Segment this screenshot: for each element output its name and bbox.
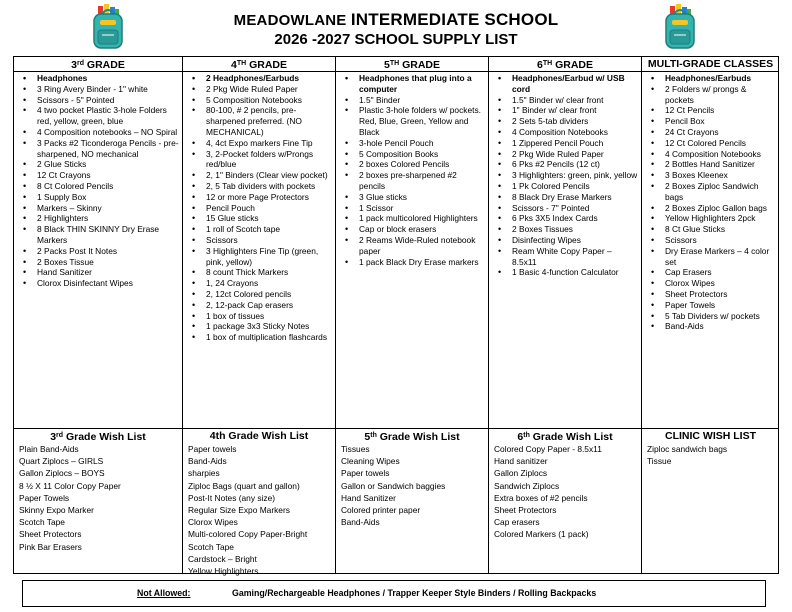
not-allowed-label: Not Allowed: — [137, 588, 191, 598]
heading-text: GRADE — [399, 59, 441, 71]
wish-heading-text: Grade Wish List — [63, 431, 146, 443]
wish-heading-ordinal: th — [523, 432, 530, 439]
supply-item: • Scissors — [649, 235, 776, 246]
wish-list — [642, 443, 779, 467]
wish-item: Colored Copy Paper - 8.5x11 — [494, 444, 602, 454]
supply-item: • Clorox Disinfectant Wipes — [21, 278, 179, 289]
column-heading — [489, 57, 641, 72]
wish-item: Plain Band-Aids — [19, 444, 79, 454]
heading-text: 5 — [383, 59, 390, 71]
supply-item: • Yellow Highlighters 2pck — [649, 213, 776, 224]
wish-item: Cardstock – Bright — [188, 553, 257, 564]
wish-item: Ziploc sandwich bags — [647, 444, 728, 454]
supply-item: • Pencil Pouch — [190, 203, 332, 214]
supply-item: • 2 Boxes Tissues — [496, 224, 638, 235]
heading-text: 3 — [71, 59, 77, 71]
supply-item: • 4, 4ct Expo markers Fine Tip — [190, 138, 332, 149]
supply-item: • 2 Sets 5-tab dividers — [496, 116, 638, 127]
supply-item: • 2, 1" Binders (Clear view pocket) — [190, 170, 332, 181]
supply-item: • 5 Composition Notebooks — [190, 95, 332, 106]
supply-item: • 8 Ct Colored Pencils — [21, 181, 179, 192]
heading-text: GRADE — [84, 59, 125, 71]
supply-item: • 12 Ct Crayons — [21, 170, 179, 181]
grade-3-column — [14, 57, 183, 573]
school-name — [0, 10, 792, 30]
supply-item: • 2 Pkg Wide Ruled Paper — [190, 84, 332, 95]
wish-item: Tissues — [341, 444, 370, 454]
supply-grid — [13, 56, 779, 577]
grade-4-column — [183, 57, 336, 577]
wish-item: Cleaning Wipes — [341, 456, 400, 467]
wish-heading-text: 4th Grade Wish List — [209, 430, 309, 442]
wish-item: Scotch Tape — [188, 541, 234, 552]
supply-item: • 2 Boxes Ziploc Sandwich bags — [649, 181, 776, 203]
wish-heading-text: CLINIC WISH LIST — [665, 430, 756, 442]
wish-heading-text: Grade Wish List — [376, 431, 460, 443]
wish-heading-text: 5 — [364, 431, 371, 443]
supply-item: • 6 Pks #2 Pencils (12 ct) — [496, 159, 638, 170]
supply-item: • Headphones/Earbud w/ USB cord — [496, 73, 638, 95]
supply-item: • 2 boxes Colored Pencils — [343, 159, 485, 170]
wish-item: Extra boxes of #2 pencils — [494, 492, 588, 503]
supply-item: • 2 Packs Post It Notes — [21, 246, 179, 257]
wish-item: Colored Markers (1 pack) — [494, 529, 589, 540]
wish-item: Tissue — [647, 456, 672, 467]
wish-item: 8 ½ X 11 Color Copy Paper — [19, 480, 121, 491]
wish-item: Sheet Protectors — [494, 505, 557, 516]
supply-item: • 2 Boxes Tissue — [21, 257, 179, 268]
wish-list-heading — [642, 429, 779, 443]
supply-item: • 24 Ct Crayons — [649, 127, 776, 138]
supply-list — [336, 72, 488, 429]
supply-item: • Paper Towels — [649, 300, 776, 311]
supply-item: • 6 Pks 3X5 Index Cards — [496, 213, 638, 224]
wish-item: Gallon or Sandwich baggies — [341, 480, 446, 491]
heading-ordinal: TH — [236, 60, 247, 67]
heading-ordinal: TH — [389, 60, 400, 67]
supply-item: • 2 Boxes Ziploc Gallon bags — [649, 203, 776, 214]
supply-item: • 2 Glue Sticks — [21, 159, 179, 170]
supply-item: • Dry Erase Markers – 4 color set — [649, 246, 776, 268]
supply-list — [183, 72, 335, 429]
supply-item: • 8 Ct Glue Sticks — [649, 224, 776, 235]
supply-item: • Pencil Box — [649, 116, 776, 127]
supply-item: • 5 Tab Dividers w/ pockets — [649, 311, 776, 322]
wish-item: Clorox Wipes — [188, 517, 238, 528]
wish-list-heading — [14, 429, 182, 443]
supply-item: • 12 or more Page Protectors — [190, 192, 332, 203]
supply-item: • 2 Reams Wide-Ruled notebook paper — [343, 235, 485, 257]
supply-item: • Clorox Wipes — [649, 278, 776, 289]
wish-item: Sandwich Ziplocs — [494, 480, 560, 491]
supply-item: • 1 package 3x3 Sticky Notes — [190, 321, 332, 332]
supply-item: • 2 Pkg Wide Ruled Paper — [496, 149, 638, 160]
supply-item: • 4 Composition Notebooks — [496, 127, 638, 138]
supply-item: • 1.5" Binder — [343, 95, 485, 106]
wish-item: Paper Towels — [19, 492, 70, 503]
supply-item: • 2 Highlighters — [21, 213, 179, 224]
supply-item: • 1 pack multicolored Highlighters — [343, 213, 485, 224]
supply-item: • Markers – Skinny — [21, 203, 179, 214]
supply-item: • 4 Composition notebooks – NO Spiral — [21, 127, 179, 138]
wish-heading-text: 3 — [50, 431, 57, 443]
wish-item: Paper towels — [341, 468, 390, 479]
supply-item: • 8 Black Dry Erase Markers — [496, 192, 638, 203]
supply-item: • 1 Zippered Pencil Pouch — [496, 138, 638, 149]
wish-item: Post-It Notes (any size) — [188, 492, 276, 503]
grade-6-column — [489, 57, 642, 573]
supply-item: • 15 Glue sticks — [190, 213, 332, 224]
heading-text: GRADE — [246, 59, 288, 71]
wish-item: Band-Aids — [188, 456, 227, 467]
wish-item: Hand sanitizer — [494, 456, 548, 467]
supply-item: • 2 Bottles Hand Sanitizer — [649, 159, 776, 170]
supply-item: • Scissors — [190, 235, 332, 246]
supply-item: • 2 Headphones/Earbuds — [190, 73, 332, 84]
wish-list-heading — [489, 429, 641, 443]
supply-item: • 80-100, # 2 pencils, pre-sharpened preferred. (NO MECHANICAL) — [190, 105, 332, 137]
supply-item: • 8 count Thick Markers — [190, 267, 332, 278]
wish-item: Colored printer paper — [341, 505, 421, 516]
supply-item: • 8 Black THIN SKINNY Dry Erase Markers — [21, 224, 179, 246]
supply-item: • 3 Highlighters: green, pink, yellow — [496, 170, 638, 181]
wish-item: Paper towels — [188, 444, 237, 454]
supply-item: • 3-hole Pencil Pouch — [343, 138, 485, 149]
wish-heading-text: 6 — [517, 431, 524, 443]
page-header — [0, 0, 792, 56]
supply-item: • Sheet Protectors — [649, 289, 776, 300]
supply-item: • Plastic 3-hole folders w/ pockets. Red, Blue, Green, Yellow and Black — [343, 105, 485, 137]
wish-item: Skinny Expo Marker — [19, 505, 94, 516]
heading-text: 6 — [536, 59, 543, 71]
column-heading — [183, 57, 335, 72]
supply-item: • Headphones/Earbuds — [649, 73, 776, 84]
supply-item: • 2, 12ct Colored pencils — [190, 289, 332, 300]
supply-item: • 1 pack Black Dry Erase markers — [343, 257, 485, 268]
supply-item: • Headphones — [21, 73, 179, 84]
wish-list — [336, 443, 488, 528]
wish-item: sharpies — [188, 468, 220, 479]
wish-item: Cap erasers — [494, 517, 540, 528]
supply-item: • 3, 2-Pocket folders w/Prongs red/blue — [190, 149, 332, 171]
supply-list — [14, 72, 182, 429]
wish-heading-ordinal: rd — [56, 432, 64, 439]
supply-item: • 3 Packs #2 Ticonderoga Pencils - pre-sharpened, NO mechanical — [21, 138, 179, 160]
supply-item: • Hand Sanitizer — [21, 267, 179, 278]
supply-item: • 2 boxes pre-sharpened #2 pencils — [343, 170, 485, 192]
supply-item: • 2 Folders w/ prongs & pockets — [649, 84, 776, 106]
wish-item: Ziploc Bags (quart and gallon) — [188, 480, 300, 491]
school-name-part2: INTERMEDIATE SCHOOL — [350, 10, 559, 29]
heading-text: GRADE — [552, 59, 594, 71]
wish-list — [183, 443, 335, 577]
multi-grade-column — [642, 57, 779, 573]
supply-item: • 3 Ring Avery Binder - 1" white — [21, 84, 179, 95]
wish-item: Gallon Ziplocs — [494, 468, 548, 479]
supply-item: • 2, 5 Tab dividers with pockets — [190, 181, 332, 192]
supply-item: • Scissors - 7" Pointed — [496, 203, 638, 214]
supply-item: • 1 box of multiplication flashcards — [190, 332, 332, 343]
wish-item: Pink Bar Erasers — [19, 541, 82, 552]
wish-item: Hand Sanitizer — [341, 492, 396, 503]
heading-text: MULTI-GRADE CLASSES — [647, 58, 774, 70]
supply-item: • 1 Pk Colored Pencils — [496, 181, 638, 192]
supply-item: • 1 Supply Box — [21, 192, 179, 203]
supply-item: • 1 roll of Scotch tape — [190, 224, 332, 235]
heading-ordinal: rd — [77, 60, 84, 67]
heading-text: 4 — [230, 59, 237, 71]
school-name-part1: MEADOWLANE — [233, 12, 347, 29]
wish-list — [14, 443, 182, 553]
not-allowed-box — [22, 580, 766, 607]
supply-item: • 5 Composition Books — [343, 149, 485, 160]
supply-item: • 1 Scissor — [343, 203, 485, 214]
supply-item: • Ream White Copy Paper – 8.5x11 — [496, 246, 638, 268]
wish-item: Regular Size Expo Markers — [188, 505, 290, 516]
column-heading — [14, 57, 182, 72]
wish-item: Gallon Ziplocs – BOYS — [19, 468, 105, 479]
column-heading — [642, 57, 779, 72]
wish-item: Quart Ziplocs – GIRLS — [19, 456, 104, 467]
supply-item: • 12 Ct Pencils — [649, 105, 776, 116]
wish-item: Multi-colored Copy Paper-Bright — [188, 529, 308, 540]
wish-heading-text: Grade Wish List — [529, 431, 613, 443]
supply-item: • Disinfecting Wipes — [496, 235, 638, 246]
heading-ordinal: TH — [542, 60, 553, 67]
supply-list — [642, 72, 779, 429]
supply-item: • 1" Binder w/ clear front — [496, 105, 638, 116]
wish-list — [489, 443, 641, 541]
supply-item: • 4 two pocket Plastic 3-hole Folders red, yellow, green, blue — [21, 105, 179, 127]
supply-item: • Headphones that plug into a computer — [343, 73, 485, 95]
supply-item: • 1, 24 Crayons — [190, 278, 332, 289]
supply-item: • 3 Boxes Kleenex — [649, 170, 776, 181]
supply-item: • 12 Ct Colored Pencils — [649, 138, 776, 149]
supply-item: • Cap Erasers — [649, 267, 776, 278]
wish-list-heading — [336, 429, 488, 443]
wish-item: Yellow Highlighters — [188, 566, 259, 577]
supply-item: • Band-Aids — [649, 321, 776, 332]
supply-item: • 1 Basic 4-function Calculator — [496, 267, 638, 278]
column-heading — [336, 57, 488, 72]
supply-list — [489, 72, 641, 429]
supply-item: • 2, 12-pack Cap erasers — [190, 300, 332, 311]
list-title: 2026 -2027 SCHOOL SUPPLY LIST — [274, 31, 518, 48]
supply-item: • Cap or block erasers — [343, 224, 485, 235]
supply-item: • 1.5" Binder w/ clear front — [496, 95, 638, 106]
grade-5-column — [336, 57, 489, 573]
supply-item: • 3 Highlighters Fine Tip (green, pink, yellow) — [190, 246, 332, 268]
supply-item: • 3 Glue sticks — [343, 192, 485, 203]
wish-list-heading — [183, 429, 335, 443]
wish-item: Band-Aids — [341, 517, 380, 528]
wish-item: Sheet Protectors — [19, 529, 82, 540]
supply-item: • 1 box of tissues — [190, 311, 332, 322]
supply-item: • Scissors - 5" Pointed — [21, 95, 179, 106]
wish-heading-ordinal: th — [370, 432, 377, 439]
wish-item: Scotch Tape — [19, 517, 65, 528]
supply-item: • 4 Composition Notebooks — [649, 149, 776, 160]
not-allowed-text: Gaming/Rechargeable Headphones / Trapper Keeper Style Binders / Rolling Backpacks — [232, 588, 597, 598]
